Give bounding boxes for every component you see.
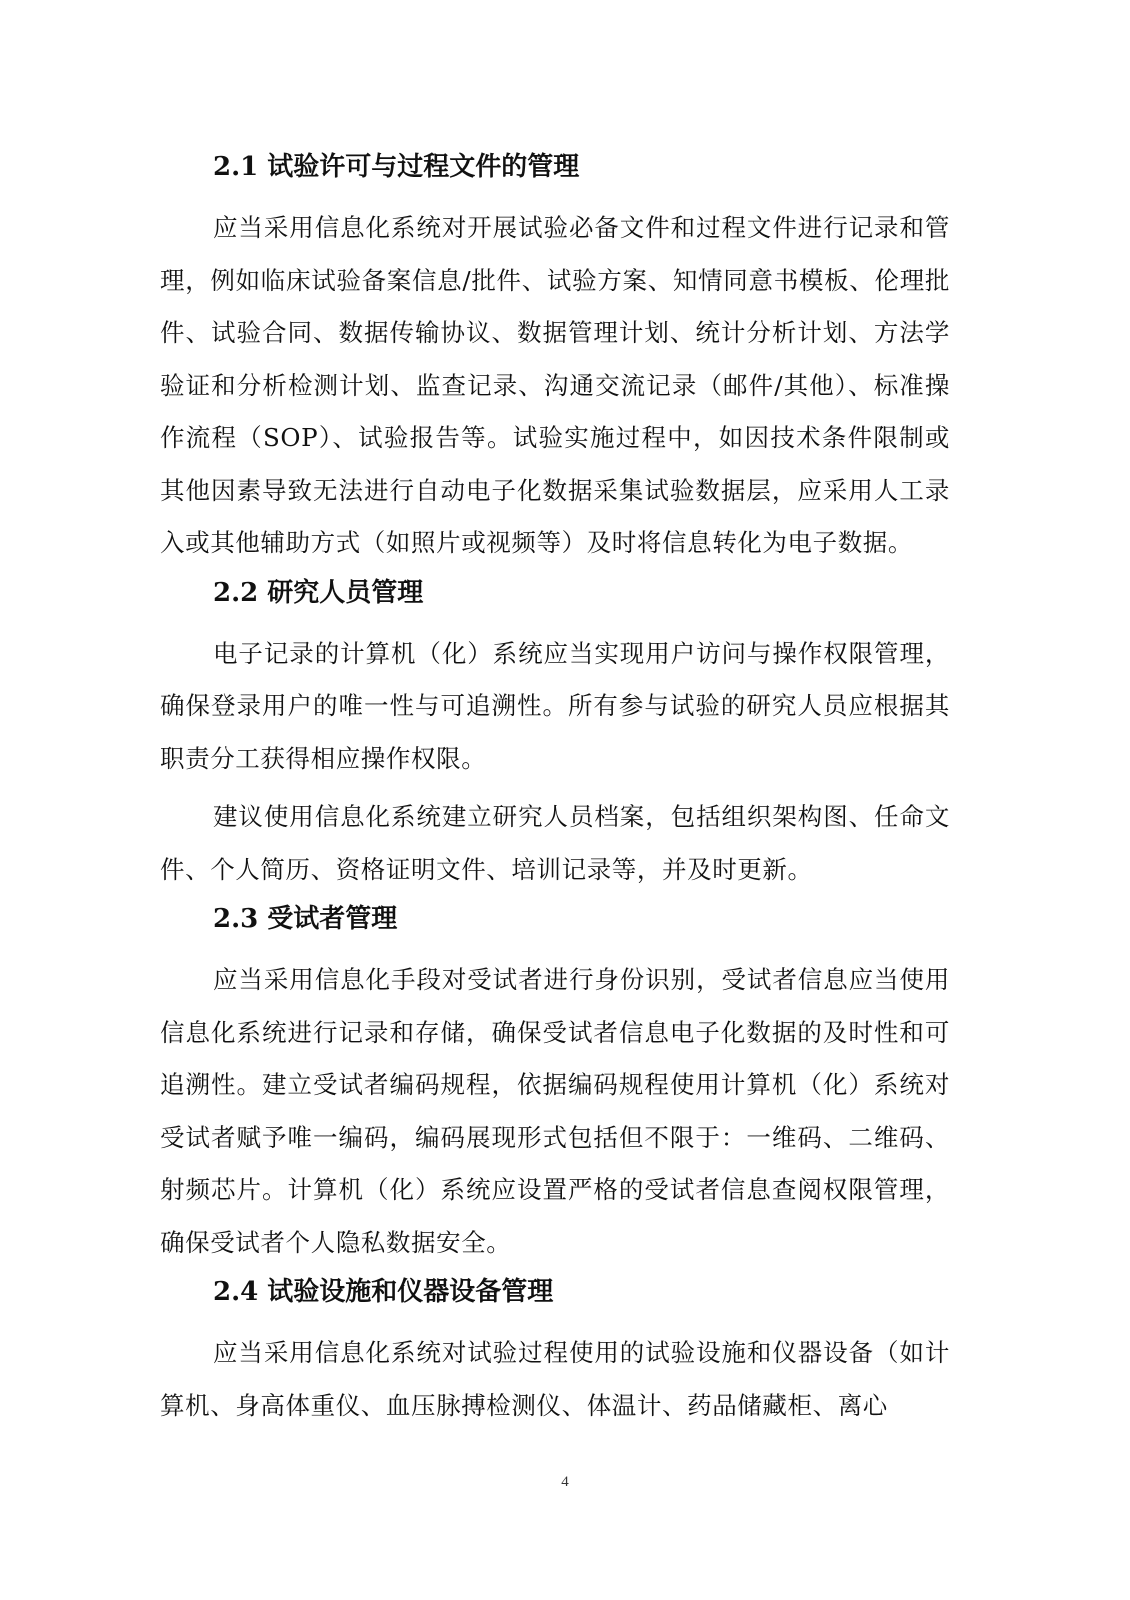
section-2-2-paragraph-2: 建议使用信息化系统建立研究人员档案，包括组织架构图、任命文件、个人简历、资格证明文件、培训记录等，并及时更新。 [160, 802, 950, 884]
document-body [160, 150, 950, 1438]
section-heading-2-4: 2.4 试验设施和仪器设备管理 [213, 1277, 554, 1307]
section-2-3-paragraph: 应当采用信息化手段对受试者进行身份识别，受试者信息应当使用信息化系统进行记录和存储，确保受试者信息电子化数据的及时性和可追溯性。建立受试者编码规程，依据编码规程使用计算机（化）系统对受试者赋予唯一编码，编码展现形式包括但不限于：一维码、二维码、射频芯片。计算机（化）系统应设置严格的受试者信息查阅权限管理，确保受试者个人隐私数据安全。 [160, 965, 950, 1257]
page-number: 4 [561, 1474, 569, 1490]
section-heading-2-3: 2.3 受试者管理 [213, 904, 398, 934]
section-heading-2-2: 2.2 研究人员管理 [213, 577, 424, 608]
section-2-4-paragraph: 应当采用信息化系统对试验过程使用的试验设施和仪器设备（如计算机、身高体重仪、血压脉搏检测仪、体温计、药品储藏柜、离心 [160, 1338, 950, 1420]
section-2-2-paragraph-1: 电子记录的计算机（化）系统应当实现用户访问与操作权限管理，确保登录用户的唯一性与可追溯性。所有参与试验的研究人员应根据其职责分工获得相应操作权限。 [160, 638, 950, 773]
section-heading-2-1: 2.1 试验许可与过程文件的管理 [213, 152, 580, 182]
section-2-1-paragraph: 应当采用信息化系统对开展试验必备文件和过程文件进行记录和管理，例如临床试验备案信息/批件、试验方案、知情同意书模板、伦理批件、试验合同、数据传输协议、数据管理计划、统计分析计划、方法学验证和分析检测计划、监查记录、沟通交流记录（邮件/其他）、标准操作流程（SOP）、试验报告等。试验实施过程中，如因技术条件限制或其他因素导致无法进行自动电子化数据采集试验数据层，应采用人工录入或其他辅助方式（如照片或视频等）及时将信息转化为电子数据。 [160, 213, 950, 557]
